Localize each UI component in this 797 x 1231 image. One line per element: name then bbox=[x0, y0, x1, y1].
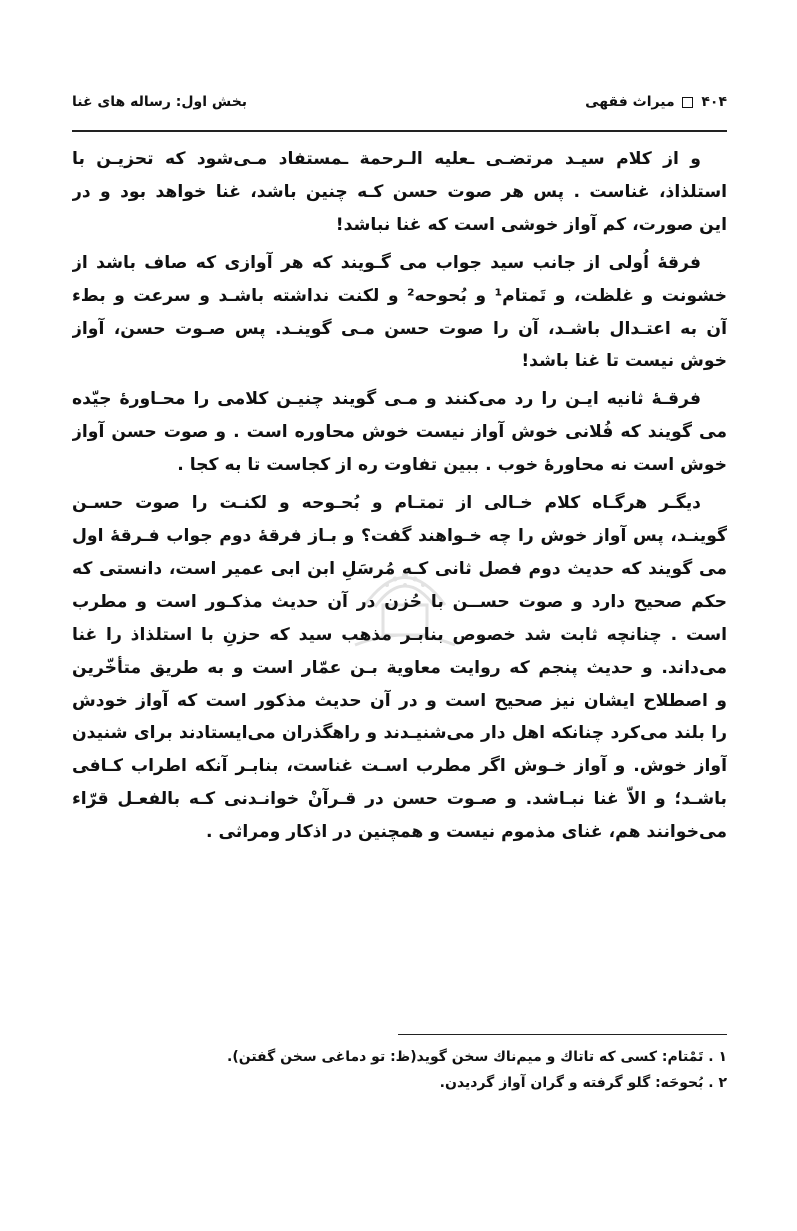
footnote-1: ۱ . تَمْتام: کسی که تاتاك و میم‌ناك سخن گوید(ظ: تو دماغی سخن گفتن). bbox=[227, 1049, 727, 1065]
text-line: و از کلام سیـد مرتضـی ـعلیه الـرحمة ـمستفاد مـی‌شود که تحزیـن با bbox=[72, 149, 701, 169]
text-line: باشـد؛ و الاّ غنا نبـاشد. و صـوت حسن در قـرآنْ خوانـدنی کـه بالفعـل قرّاء bbox=[72, 789, 727, 810]
footnote-2: ۲ . بُحوحَه: گلو گرفته و گران آواز گردیدن. bbox=[439, 1075, 727, 1091]
text-line: می‌خوانند هم، غنای مذموم نیست و همچنین در اذکار ومراثی . bbox=[205, 822, 727, 843]
text-line: و اصطلاح ایشان نیز صحیح است و در آن حدیث مذکور است که آواز خودش bbox=[72, 690, 727, 711]
paragraph-2 bbox=[72, 247, 727, 379]
text-line: گوینـد، پس آواز خوش را چه خـواهند گفت؟ و بـاز فرقهٔ دوم جواب فـرقهٔ اول bbox=[72, 525, 727, 546]
page-number: ۴۰۴ bbox=[701, 94, 727, 110]
book-title: میراث فقهی bbox=[585, 94, 675, 110]
header-rule bbox=[72, 130, 727, 132]
section-title: بخش اول: رساله های غنا bbox=[72, 94, 248, 110]
footnote-rule bbox=[398, 1034, 727, 1035]
paragraph-4 bbox=[72, 487, 727, 849]
text-line: خشونت و غلظت، و تَمتام¹ و بُحوحه² و لکنت نداشته باشـد و سرعت و بطء bbox=[72, 285, 727, 306]
paragraph-1 bbox=[72, 143, 727, 242]
text-line: حکم صحیح دارد و صوت حســن با حُزن در آن حدیث مذکـور است و مطرب bbox=[72, 591, 727, 612]
text-line: دیگـر هرگـاه کلام خـالی از تمتـام و بُحـوحه و لکنـت را صوت حسـن bbox=[72, 493, 701, 514]
text-line: می گویند که حدیث دوم فصل ثانی کـه مُرسَلِ ابن ابی عمیر است، دانستی که bbox=[72, 558, 727, 579]
text-line: استلذاذ، غناست . پس هر صوت حسن کـه چنین باشد، غنا خواهد بود و در bbox=[72, 181, 727, 202]
square-bullet-icon bbox=[682, 97, 693, 108]
text-line: را بلند می‌کرد چنانکه اهل دار می‌شنیـدند و راهگذران می‌ایستادند برای شنیدن bbox=[72, 723, 727, 744]
text-line: فرقهٔ اُولی از جانب سید جواب می گـویند که هر آوازی که صاف باشد از bbox=[72, 252, 701, 273]
running-header bbox=[72, 86, 727, 116]
text-line: می‌داند. و حدیث پنجم که روایت معاویة بـن عمّار است و به طریق متأخّرین bbox=[72, 657, 727, 678]
text-line: آن به اعتـدال باشـد، آن را صوت حسن مـی گوینـد. پس صـوت حسن، آواز bbox=[72, 318, 727, 339]
main-text bbox=[72, 143, 727, 854]
footnotes bbox=[72, 1044, 727, 1096]
text-line: خوش است نه محاورهٔ خوب . ببین تفاوت ره از کجاست تا به کجا . bbox=[177, 455, 727, 476]
paragraph-3 bbox=[72, 383, 727, 482]
text-line: آواز خوش. و آواز خـوش اگر مطرب اسـت غناست، بنابـر آنکه اطراب کـافی bbox=[72, 756, 727, 777]
text-line: فرقـهٔ ثانیه ایـن را رد می‌کنند و مـی گویند چنیـن کلامی را محـاورهٔ جیّده bbox=[72, 389, 701, 410]
text-line: می گویند که فُلانی خوش آواز نیست خوش محاوره است . و صوت حسن آواز bbox=[72, 422, 727, 443]
header-page-info bbox=[585, 94, 727, 110]
text-line: است . چنانچه ثابت شد خصوص بنابـر مذهب سید که حزنِ با استلذاذ را غنا bbox=[72, 624, 727, 645]
text-line: این صورت، کم آواز خوشی است که غنا نباشد! bbox=[335, 214, 727, 235]
text-line: خوش نیست تا غنا باشد! bbox=[521, 351, 727, 372]
